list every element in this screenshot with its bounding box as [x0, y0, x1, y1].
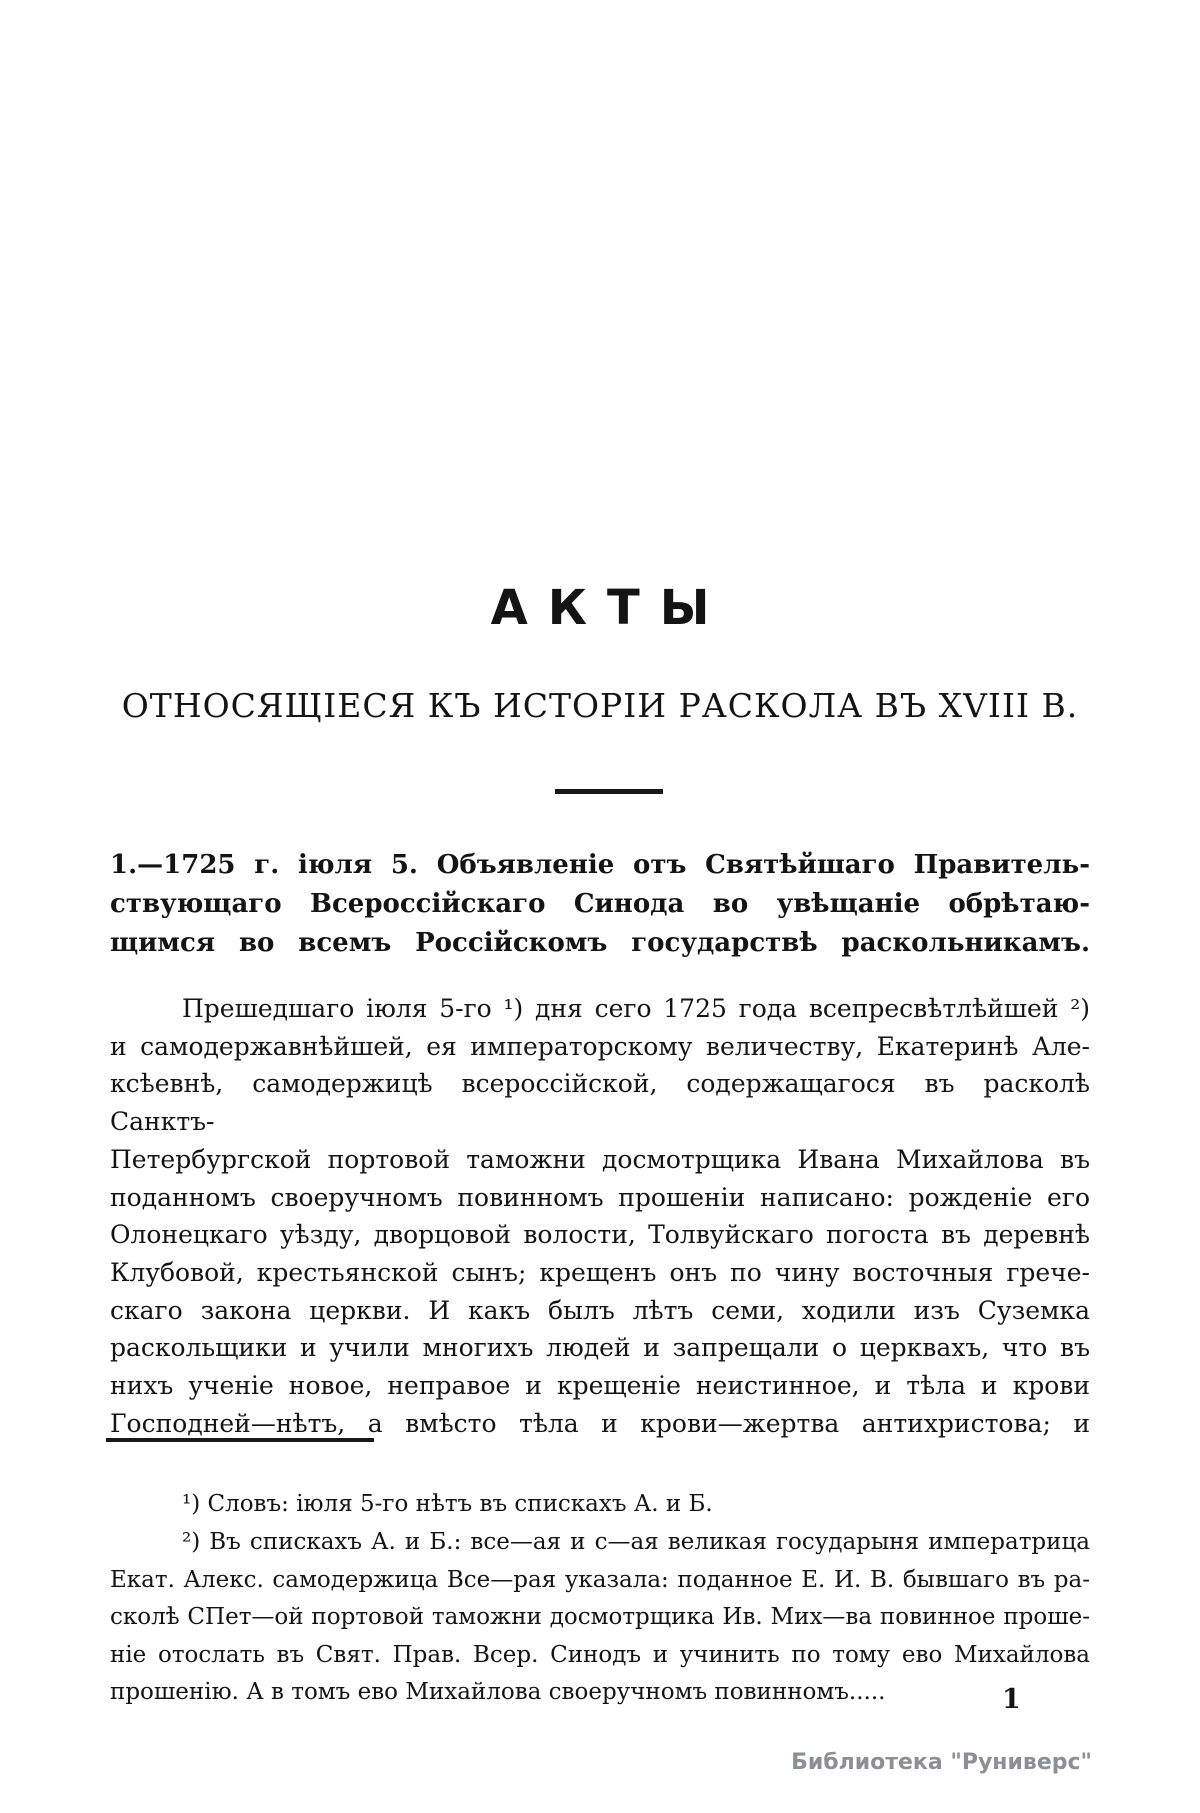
footnote-2-line: ніе отослать въ Свят. Прав. Всер. Синодъ и учинить по тому ево Михайлова [110, 1641, 1090, 1668]
footnote-2-line: ²) Въ спискахъ А. и Б.: все—ая и с—ая великая государыня императрица [182, 1529, 1090, 1555]
footnote-2-line: прошенію. А в томъ ево Михайлова своеручномъ повинномъ..... [110, 1679, 886, 1706]
body-text-line: и самодержавнѣйшей, ея императорскому величеству, Екатеринѣ Але- [110, 1031, 1090, 1061]
section-heading-line: 1.—1725 г. іюля 5. Объявленіе отъ Святѣйшаго Правитель- [110, 850, 1090, 880]
footnote-2-line: сколѣ СПет—ой портовой таможни досмотрщика Ив. Мих—ва повинное проше- [110, 1604, 1090, 1631]
body-text-line: раскольщики и учили многихъ людей и запрещали о церквахъ, что въ [110, 1333, 1090, 1363]
footnote-2 [110, 1524, 1090, 1715]
body-text-line: нихъ ученіе новое, неправое и крещеніе неистинное, и тѣла и крови [110, 1371, 1090, 1401]
body-text-line: Господней—нѣтъ, а вмѣсто тѣла и крови—жертва антихристова; и [110, 1408, 1090, 1438]
section-heading [110, 846, 1090, 963]
page-subtitle: ОТНОСЯЩІЕСЯ КЪ ИСТОРІИ РАСКОЛА ВЪ XVIII В. [121, 686, 1079, 725]
page-title-text: АКТЫ [490, 580, 730, 636]
library-watermark: Библиотека "Руниверс" [791, 1750, 1092, 1775]
footnote-1 [110, 1486, 1090, 1524]
footnote-2-line: Екат. Алекс. самодержица Все—рая указала: поданное Е. И. В. бывшаго въ ра- [110, 1566, 1090, 1593]
footnote-separator-rule [106, 1438, 374, 1442]
body-text-line: Олонецкаго уѣзду, дворцовой волости, Толвуйскаго погоста въ деревнѣ [110, 1220, 1090, 1250]
section-heading-line: щимся во всемъ Россійскомъ государствѣ раскольникамъ. [110, 928, 1090, 958]
subtitle-divider-rule [555, 789, 663, 794]
page-number: 1 [1002, 1684, 1021, 1715]
page-title [0, 580, 1200, 636]
body-text-line: Петербургской портовой таможни досмотрщика Ивана Михайлова въ [110, 1144, 1090, 1174]
body-text-line: ксѣевнѣ, самодержицѣ всероссійской, содержащагося въ расколѣ Санктъ- [110, 1069, 1090, 1137]
body-text-line: поданномъ своеручномъ повинномъ прошеніи написано: рожденіе его [110, 1182, 1090, 1212]
body-paragraph [110, 990, 1090, 1442]
body-text-line: скаго закона церкви. И какъ былъ лѣтъ семи, ходили изъ Суземка [110, 1295, 1090, 1325]
body-text-line: Клубовой, крестьянской сынъ; крещенъ онъ по чину восточныя грече- [110, 1257, 1090, 1287]
body-text-line: Прешедшаго іюля 5-го ¹) дня сего 1725 года всепресвѣтлѣйшей ²) [182, 994, 1090, 1023]
section-heading-line: ствующаго Всероссійскаго Синода во увѣщаніе обрѣтаю- [110, 889, 1090, 919]
footnote-1-line: ¹) Словъ: іюля 5-го нѣтъ въ спискахъ А. и Б. [182, 1491, 713, 1517]
